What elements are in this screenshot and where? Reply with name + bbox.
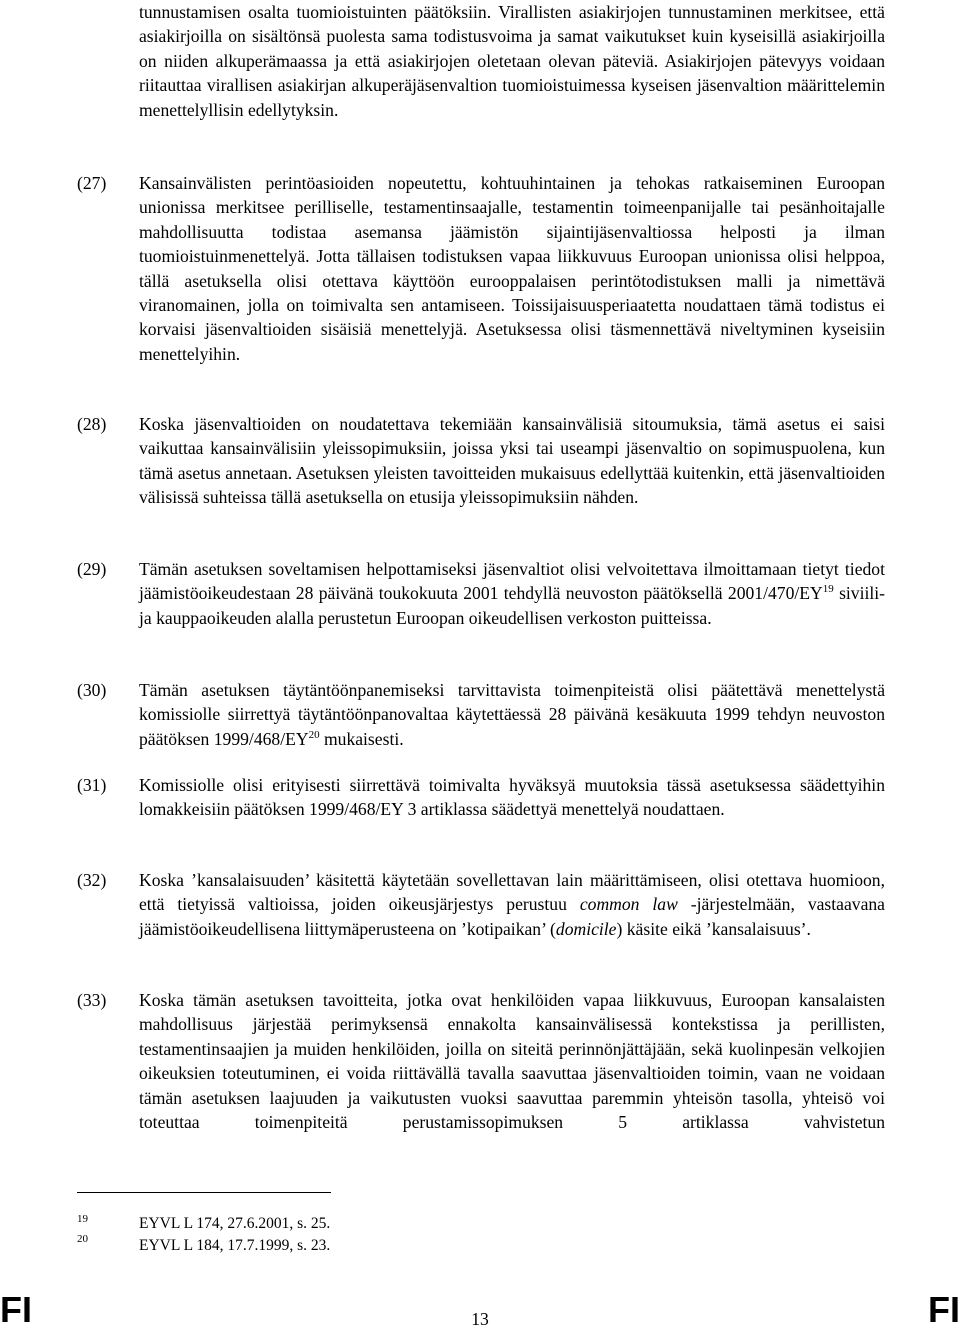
language-code-left: FI bbox=[0, 1289, 32, 1330]
footnote-text: EYVL L 174, 27.6.2001, s. 25. bbox=[139, 1215, 331, 1232]
recital-number: (27) bbox=[77, 173, 107, 193]
footnote-divider bbox=[77, 1192, 331, 1193]
recital-text: Tämän asetuksen täytäntöönpanemiseksi tarvittavista toimenpiteistä olisi päätettävä menettelystä komissiolle siirrettyä täytäntöönpanovaltaa käytettäessä 28 päivänä kesäkuuta 1999 tehdyn neuvoston päätöksen 1999/468/EY$^{20}$ mukaisesti. bbox=[139, 680, 885, 749]
recital-text: Koska tämän asetuksen tavoitteita, jotka ovat henkilöiden vapaa liikkuvuus, Euroopan kansalaisten mahdollisuus järjestää perimyksensä ennakolta kansainvälisessä kontekstissa ja perillisten, testamentinsaajien ja muiden henkilöiden, joilla on siteitä perinnönjättäjään, sekä kuolinpesän velkojien oikeuksien toteutuminen, ei voida riittävällä tavalla saavuttaa jäsenvaltioiden toimin, vaan ne voidaan tämän asetuksen laajuuden ja vaikutusten vuoksi saavuttaa paremmin yhteisön tasolla, yhteisö voi toteuttaa toimenpiteitä perustamissopimuksen 5 artiklassa vahvistetun bbox=[139, 990, 885, 1133]
recital-number: (30) bbox=[77, 680, 107, 700]
recital-number: (31) bbox=[77, 775, 107, 795]
footnote-number: 19 bbox=[77, 1213, 88, 1225]
recital-text: Kansainvälisten perintöasioiden nopeutettu, kohtuuhintainen ja tehokas ratkaiseminen Euroopan unionissa merkitsee perilliselle, testamentinsaajalle, testamentin toimeenpanijalle tai pesänhoitajalle mahdollisuutta todistaa asemansa jäämistön sijaintijäsenvaltiossa helposti ja ilman tuomioistuinmenettelyä. Jotta tällaisen todistuksen vapaa liikkuvuus Euroopan unionissa olisi helppoa, tällä asetuksella olisi otettava käyttöön eurooppalaisen perintötodistuksen malli ja nimettävä viranomainen, jolla on toimivalta sen antamiseen. Toissijaisuusperiaatetta noudattaen tämä todistus ei korvaisi jäsenvaltioiden sisäisiä menettelyjä. Asetuksessa olisi täsmennettävä niveltyminen kyseisiin menettelyihin. bbox=[139, 173, 885, 364]
recital-text: Koska ’kansalaisuuden’ käsitettä käytetään sovellettavan lain määrittämiseen, olisi otettava huomioon, että tietyissä valtioissa, joiden oikeusjärjestys perustuu common law -järjestelmään, vastaavana jäämistöoikeudellisena liittymäperusteena on ’kotipaikan’ (domicile) käsite eikä ’kansalaisuus’. bbox=[139, 870, 885, 939]
footnote-ref: 20 bbox=[308, 728, 320, 741]
recital-number: (28) bbox=[77, 414, 107, 434]
recital-number: (29) bbox=[77, 559, 107, 579]
recital-number: (33) bbox=[77, 990, 107, 1010]
footnote-ref: 19 bbox=[822, 583, 834, 596]
language-code-right: FI bbox=[928, 1289, 960, 1330]
recital-text: Komissiolle olisi erityisesti siirrettävä toimivalta hyväksyä muutoksia tässä asetuksessa säädettyihin lomakkeisiin päätöksen 1999/468/EY 3 artiklassa säädettyä menettelyä noudattaen. bbox=[139, 775, 885, 820]
continuation-paragraph: tunnustamisen osalta tuomioistuinten päätöksiin. Virallisten asiakirjojen tunnustaminen merkitsee, että asiakirjoilla on sisältönsä puolesta sama todistusvoima ja samat vaikutukset kuin kyseisillä asiakirjoilla on niiden alkuperämaassa ja että asiakirjojen oletetaan olevan päteviä. Asiakirjojen pätevyys voidaan riitauttaa virallisen asiakirjan alkuperäjäsenvaltion tuomioistuimessa kyseisen jäsenvaltion määrittelemin menettelyllisin edellytyksin. bbox=[139, 2, 885, 120]
recital-text: Koska jäsenvaltioiden on noudatettava tekemiään kansainvälisiä sitoumuksia, tämä asetus ei saisi vaikuttaa kansainvälisiin yleissopimuksiin, joissa yksi tai useampi jäsenvaltio on sopimuspuolena, kun tämä asetus annetaan. Asetuksen yleisten tavoitteiden mukaisuus edellyttää kuitenkin, että jäsenvaltioiden välisissä suhteissa tällä asetuksella on etusija yleissopimuksiin nähden. bbox=[139, 414, 885, 508]
footnote-text: EYVL L 184, 17.7.1999, s. 23. bbox=[139, 1237, 331, 1254]
page-number: 13 bbox=[471, 1309, 489, 1329]
recital-number: (32) bbox=[77, 870, 107, 890]
recital-text: Tämän asetuksen soveltamisen helpottamiseksi jäsenvaltiot olisi velvoitettava ilmoittamaan tietyt tiedot jäämistöoikeudestaan 28 päivänä toukokuuta 2001 tehdyllä neuvoston päätöksellä 2001/470/EY$^{19}$ siviili- ja kauppaoikeuden alalla perustetun Euroopan oikeudellisen verkoston puitteissa. bbox=[139, 559, 886, 628]
footnote-number: 20 bbox=[77, 1233, 88, 1245]
